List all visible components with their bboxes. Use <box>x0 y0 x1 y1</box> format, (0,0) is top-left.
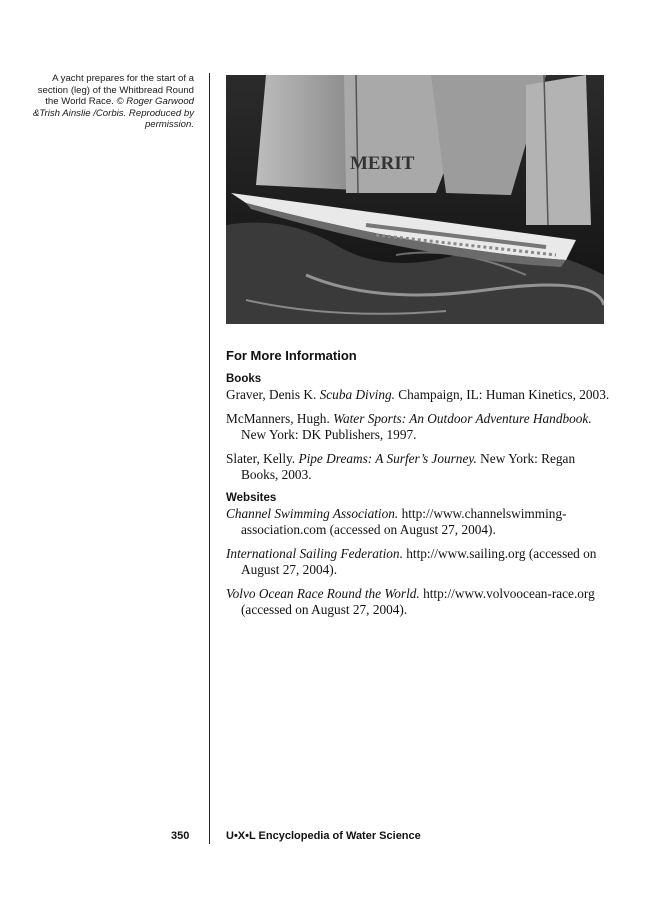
website-title: Channel Swimming Association. <box>226 505 399 521</box>
website-entry <box>226 586 611 619</box>
website-url: http://www.volvoocean-race.org (accessed on August 27, 2004). <box>241 585 595 617</box>
page-number: 350 <box>171 830 190 842</box>
website-url: http://www.sailing.org (accessed on August 27, 2004). <box>241 545 597 577</box>
website-entry <box>226 506 611 539</box>
book-title: Water Sports: An Outdoor Adventure Handbook. <box>333 410 592 426</box>
website-title: International Sailing Federation. <box>226 545 403 561</box>
websites-heading: Websites <box>226 491 277 504</box>
photo-caption <box>30 73 194 131</box>
books-heading: Books <box>226 373 262 385</box>
book-publication: Champaign, IL: Human Kinetics, 2003. <box>394 387 610 402</box>
book-title-footer: U•X•L Encyclopedia of Water Science <box>226 830 421 842</box>
book-publication: New York: DK Publishers, 1997. <box>241 427 417 442</box>
caption-credit: © Roger Garwood &Trish Ainslie /Corbis. Reproduced by permission. <box>32 96 194 130</box>
website-title: Volvo Ocean Race Round the World. <box>226 585 420 601</box>
yacht-photo <box>226 75 604 324</box>
book-entry <box>226 451 611 484</box>
book-title: Scuba Diving. <box>319 387 395 402</box>
section-title: For More Information <box>226 348 357 363</box>
book-author: Slater, Kelly. <box>226 450 299 466</box>
book-author: Graver, Denis K. <box>226 387 320 402</box>
website-url: http://www.channelswimming-association.com (accessed on August 27, 2004). <box>241 505 567 537</box>
more-information-section <box>226 348 611 626</box>
book-entry <box>226 411 611 444</box>
book-title: Pipe Dreams: A Surfer’s Journey. <box>298 450 477 466</box>
sail-lettering: MERIT <box>350 153 415 174</box>
caption-text: A yacht prepares for the start of a section (leg) of the Whitbread Round the World Race. <box>37 73 194 107</box>
website-entry <box>226 546 611 579</box>
vertical-rule <box>209 73 210 844</box>
book-author: McManners, Hugh. <box>226 410 334 426</box>
book-publication: New York: Regan Books, 2003. <box>241 450 576 482</box>
book-entry <box>226 387 611 404</box>
